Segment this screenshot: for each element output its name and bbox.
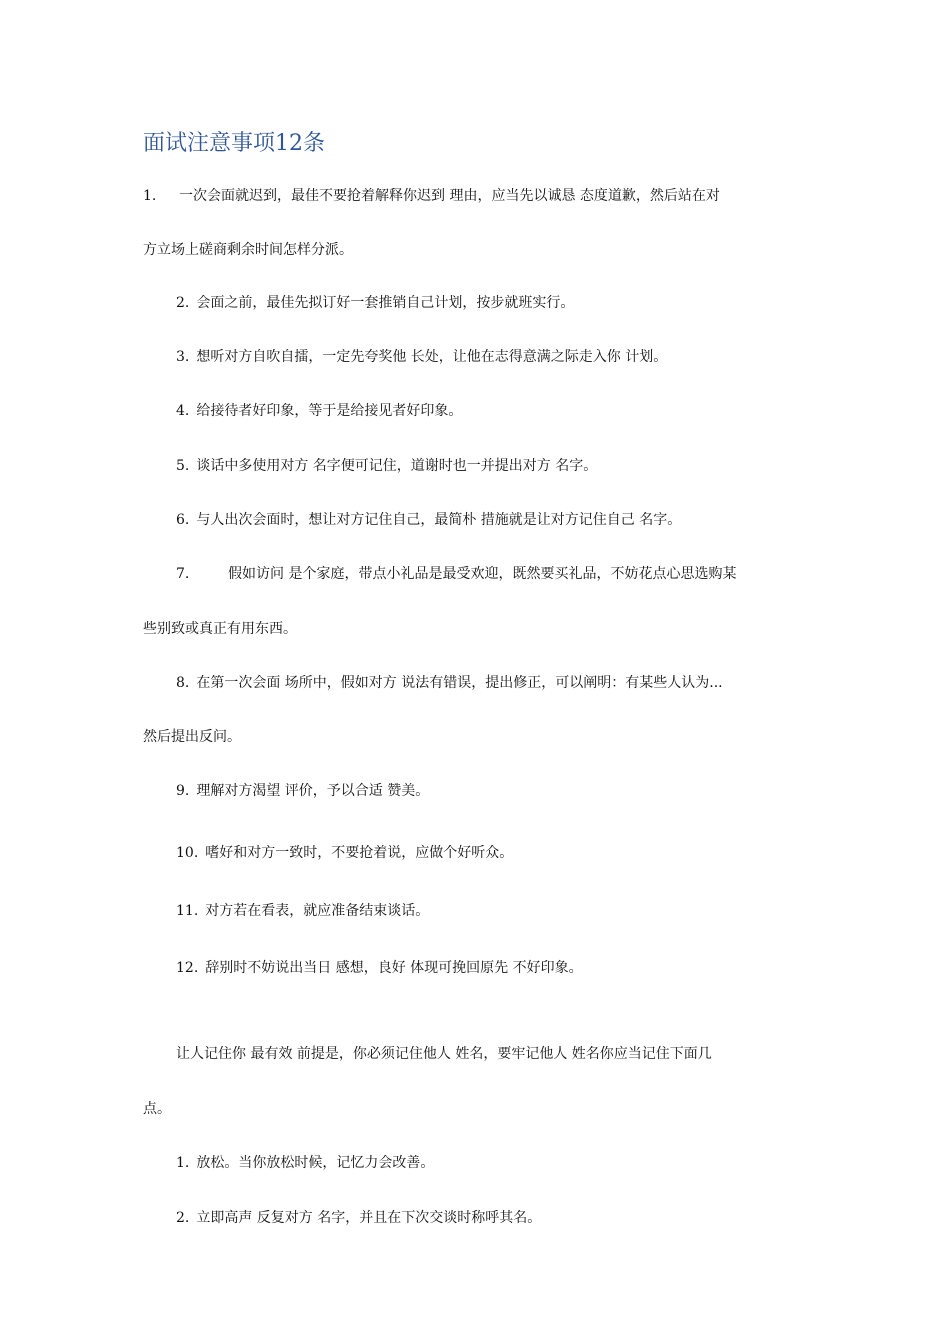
item-number: 2. bbox=[176, 295, 190, 311]
item-number: 5. bbox=[176, 458, 190, 474]
item-number: 1. bbox=[143, 188, 157, 204]
item-number: 1. bbox=[176, 1155, 190, 1171]
list-item-10 bbox=[176, 843, 513, 863]
list-item-4 bbox=[176, 401, 462, 421]
remember-item-2 bbox=[176, 1208, 541, 1228]
item-number: 11. bbox=[176, 903, 199, 919]
list-item-12 bbox=[176, 958, 583, 978]
item-text: 想听对方自吹自擂，一定先夸奖他 长处，让他在志得意满之际走入你 计划。 bbox=[196, 349, 668, 365]
list-item-8-line2: 然后提出反问。 bbox=[143, 729, 241, 745]
list-item-5 bbox=[176, 456, 597, 476]
item-text: 假如访问 是个家庭，带点小礼品是最受欢迎，既然要买礼品，不妨花点心思选购某 bbox=[228, 566, 737, 582]
item-text: 理解对方渴望 评价，予以合适 赞美。 bbox=[196, 783, 430, 799]
list-item-7-line1 bbox=[176, 564, 815, 584]
item-text: 辞别时不妨说出当日 感想，良好 体现可挽回原先 不好印象。 bbox=[205, 960, 583, 976]
item-text: 在第一次会面 场所中，假如对方 说法有错误，提出修正，可以阐明：有某些人认为... bbox=[196, 675, 723, 691]
remember-paragraph-line1: 让人记住你 最有效 前提是，你必须记住他人 姓名，要牢记他人 姓名你应当记住下面几 bbox=[176, 1046, 712, 1062]
item-number: 8. bbox=[176, 675, 190, 691]
list-item-9 bbox=[176, 781, 429, 801]
document-title: 面试注意事项12条 bbox=[143, 131, 325, 156]
item-number: 2. bbox=[176, 1210, 190, 1226]
remember-paragraph-line2: 点。 bbox=[143, 1101, 171, 1117]
list-item-11 bbox=[176, 901, 429, 921]
list-item-6 bbox=[176, 510, 681, 530]
item-text: 谈话中多使用对方 名字便可记住，道谢时也一并提出对方 名字。 bbox=[196, 458, 598, 474]
remember-item-1 bbox=[176, 1153, 434, 1173]
list-item-3 bbox=[176, 347, 667, 367]
list-item-1-line2: 方立场上磋商剩余时间怎样分派。 bbox=[143, 242, 353, 258]
item-number: 3. bbox=[176, 349, 190, 365]
list-item-2 bbox=[176, 293, 574, 313]
item-text: 会面之前，最佳先拟订好一套推销自己计划，按步就班实行。 bbox=[196, 295, 575, 311]
item-number: 12. bbox=[176, 960, 199, 976]
item-text: 与人出次会面时，想让对方记住自己，最简朴 措施就是让对方记住自己 名字。 bbox=[196, 512, 682, 528]
item-text: 嗜好和对方一致时，不要抢着说，应做个好听众。 bbox=[205, 845, 514, 861]
item-number: 7. bbox=[176, 566, 190, 582]
item-text: 一次会面就迟到，最佳不要抢着解释你迟到 理由，应当先以诚恳 态度道歉，然后站在对 bbox=[179, 188, 720, 204]
item-text: 放松。当你放松时候，记忆力会改善。 bbox=[196, 1155, 435, 1171]
list-item-1-line1 bbox=[143, 186, 815, 206]
item-number: 6. bbox=[176, 512, 190, 528]
item-number: 10. bbox=[176, 845, 199, 861]
item-text: 对方若在看表，就应准备结束谈话。 bbox=[205, 903, 430, 919]
list-item-7-line2: 些别致或真正有用东西。 bbox=[143, 621, 297, 637]
item-number: 9. bbox=[176, 783, 190, 799]
item-text: 立即高声 反复对方 名字，并且在下次交谈时称呼其名。 bbox=[196, 1210, 542, 1226]
item-number: 4. bbox=[176, 403, 190, 419]
list-item-8-line1 bbox=[176, 673, 723, 693]
item-text: 给接待者好印象，等于是给接见者好印象。 bbox=[196, 403, 463, 419]
